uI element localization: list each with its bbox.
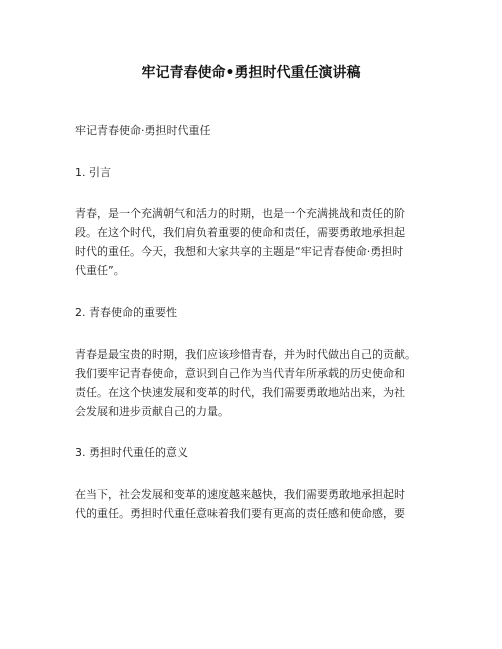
paragraph-line: 在当下，社会发展和变革的速度越来越快，我们需要勇敢地承担起时 — [75, 488, 405, 501]
document-subtitle: 牢记青春使命·勇担时代重任 — [75, 124, 211, 137]
section-heading: 3. 勇担时代重任的意义 — [75, 446, 188, 459]
paragraph-line: 代的重任。勇担时代重任意味着我们要有更高的责任感和使命感，要 — [75, 507, 405, 520]
paragraph-line: 我们要牢记青春使命，意识到自己作为当代青年所承载的历史使命和 — [75, 367, 405, 380]
paragraph-line: 会发展和进步贡献自己的力量。 — [75, 405, 229, 418]
paragraph-line: 责任。在这个快速发展和变革的时代，我们需要勇敢地站出来，为社 — [75, 386, 405, 399]
paragraph-line: 段。在这个时代，我们肩负着重要的使命和责任，需要勇敢地承担起 — [75, 226, 405, 239]
paragraph-line: 时代的重任。今天，我想和大家共享的主题是“牢记青春使命·勇担时 — [75, 245, 404, 258]
document-title: 牢记青春使命•勇担时代重任演讲稿 — [141, 65, 361, 81]
paragraph-line: 代重任”。 — [75, 264, 125, 277]
section-heading: 1. 引言 — [75, 166, 111, 179]
paragraph-line: 青春，是一个充满朝气和活力的时期，也是一个充满挑战和责任的阶 — [75, 207, 405, 220]
section-heading: 2. 青春使命的重要性 — [75, 306, 177, 319]
paragraph-line: 青春是最宝贵的时期，我们应该珍惜青春，并为时代做出自己的贡献。 — [75, 348, 416, 361]
